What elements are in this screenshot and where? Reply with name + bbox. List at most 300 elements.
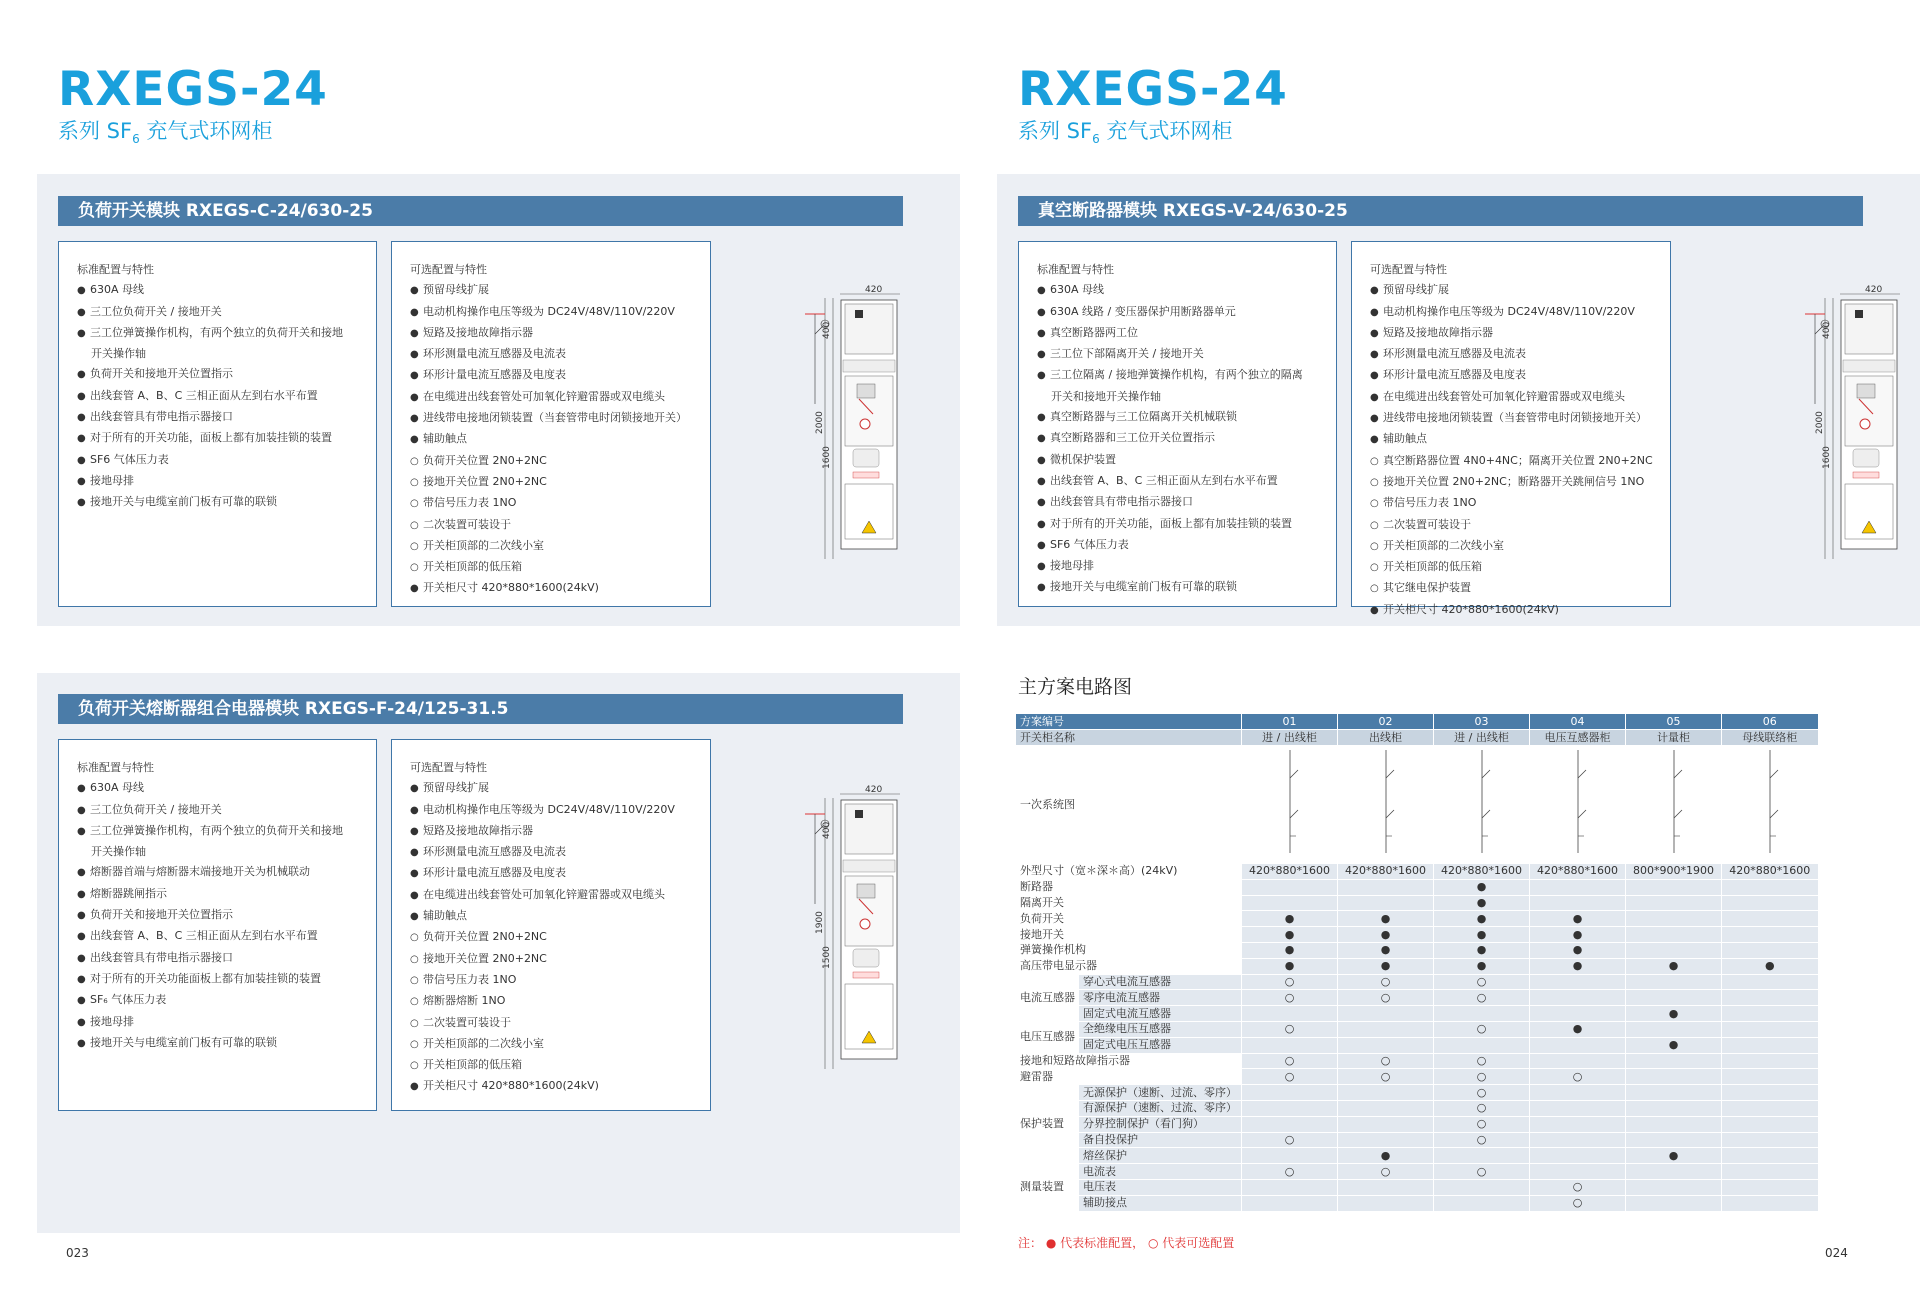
feature-text: 真空断路器位置 4N0+4NC；隔离开关位置 2N0+2NC [1383,453,1653,467]
feature-item [410,387,710,408]
bullet-mark: ● [1370,391,1379,403]
cabinet-drawing [745,784,915,1089]
matrix-cell [1722,879,1818,895]
feature-text: 在电缆进出线套管处可加氧化锌避雷器或双电缆头 [423,389,665,403]
matrix-cell: ○ [1338,1069,1434,1085]
matrix-cell [1722,1037,1818,1053]
matrix-cell: ○ [1434,1101,1530,1117]
matrix-cell [1722,1148,1818,1164]
feature-item [1370,344,1670,365]
bullet-mark: ● [77,285,86,297]
features-header: 标准配置与特性 [1037,263,1114,276]
matrix-cell: ● [1434,911,1530,927]
matrix-row [1016,879,1818,895]
row-label: 穿心式电流互感器 [1079,974,1242,990]
matrix-cell: ● [1338,1148,1434,1164]
feature-item [410,323,710,344]
feature-item [1037,344,1336,365]
matrix-row [1016,1148,1818,1164]
feature-text: 接地开关与电缆室前门板有可靠的联锁 [1050,580,1237,594]
matrix-cell: ● [1530,911,1626,927]
scheme-number: 05 [1626,714,1722,730]
matrix-cell [1626,1085,1722,1101]
matrix-cell: ● [1434,958,1530,974]
feature-text: 三工位负荷开关 / 接地开关 [90,802,222,816]
feature-item [410,451,710,472]
feature-item [1370,323,1670,344]
matrix-cell [1530,1101,1626,1117]
feature-item [77,386,376,407]
matrix-cell [1626,879,1722,895]
bullet-mark: ● [410,868,419,880]
diagram-label: 一次系统图 [1016,746,1242,864]
matrix-cell [1722,974,1818,990]
cabinet-drawing [1745,284,1915,579]
matrix-cell [1242,1195,1338,1211]
feature-text: 负荷开关位置 2N0+2NC [423,930,547,944]
bullet-mark: ○ [410,498,419,510]
circuit-diagram [1722,746,1818,864]
std-features-box [58,739,377,1111]
matrix-row [1016,1101,1818,1117]
feature-text: 630A 母线 [90,781,145,795]
feature-text: 开关柜顶部的低压箱 [423,1058,522,1072]
matrix-cell [1722,1101,1818,1117]
row-label: 熔丝保护 [1079,1148,1242,1164]
bullet-mark: ● [410,911,419,923]
bullet-mark: ● [1370,370,1379,382]
feature-item [1037,471,1336,492]
scheme-name: 进 / 出线柜 [1434,730,1530,746]
series-subtitle: 系列 $SF_6$ 充气式环网柜 [1018,119,1233,147]
feature-text: 接地开关位置 2N0+2NC [423,474,547,488]
matrix-cell: ● [1338,911,1434,927]
bullet-mark: ● [1037,349,1046,361]
matrix-cell: ○ [1338,990,1434,1006]
bullet-mark: ○ [410,932,419,944]
dim-width: 420 [865,285,883,295]
feature-item [1037,577,1336,598]
bullet-mark: ● [1037,433,1046,445]
feature-text: 三工位弹簧操作机构，有两个独立的负荷开关和接地 [90,325,343,339]
matrix-cell: ● [1434,927,1530,943]
bullet-mark: ● [77,454,86,466]
feature-text: 对于所有的开关功能，面板上都有加装挂锁的装置 [1050,516,1292,530]
scheme-number: 02 [1338,714,1434,730]
dim-mid: 1500 [822,946,832,969]
feature-text: 630A 母线 [1050,283,1105,297]
group-label: 保护装置 [1016,1085,1079,1164]
feature-item [77,778,376,799]
bullet-mark: ○ [410,1038,419,1050]
dim-mid: 1600 [822,446,832,469]
feature-item [410,515,710,536]
matrix-cell [1626,1101,1722,1117]
feature-text: 二次装置可装设于 [423,517,511,531]
feature-item [410,1013,710,1034]
feature-item [410,557,710,578]
matrix-cell: ○ [1530,1195,1626,1211]
matrix-cell [1626,990,1722,1006]
matrix-cell [1722,1085,1818,1101]
feature-item [77,471,376,492]
feature-text: 二次装置可装设于 [1383,517,1471,531]
matrix-cell [1434,1037,1530,1053]
dim-total: 2000 [815,411,825,434]
matrix-cell [1530,1148,1626,1164]
feature-item [1037,365,1336,386]
bullet-mark: ● [77,783,86,795]
matrix-cell [1338,1037,1434,1053]
matrix-cell [1626,1053,1722,1069]
feature-item [77,862,376,883]
bullet-mark: ○ [1370,562,1379,574]
module-title-bar: 真空断路器模块 RXEGS-V-24/630-25 [1018,196,1863,226]
size-value: 800*900*1900 [1626,864,1722,880]
dim-total: 2000 [1815,411,1825,434]
scheme-name: 出线柜 [1338,730,1434,746]
matrix-cell: ○ [1242,1132,1338,1148]
size-value: 420*880*1600 [1722,864,1818,880]
bullet-mark: ○ [1370,583,1379,595]
matrix-cell [1338,879,1434,895]
matrix-cell: ○ [1530,1069,1626,1085]
feature-text: 开关操作轴 [91,347,146,361]
matrix-cell: ○ [1242,1053,1338,1069]
feature-text: 环形测量电流互感器及电流表 [423,845,566,859]
feature-text: 预留母线扩展 [1383,283,1449,297]
feature-item [410,344,710,365]
feature-text: 带信号压力表 1NO [423,972,517,986]
feature-text: 三工位弹簧操作机构，有两个独立的负荷开关和接地 [90,823,343,837]
bullet-mark: ● [1370,306,1379,318]
bullet-mark: ● [1037,306,1046,318]
brand-left [58,62,328,152]
matrix-cell [1338,895,1434,911]
feature-item [1370,387,1670,408]
matrix-cell [1626,927,1722,943]
row-label: 全绝缘电压互感器 [1079,1022,1242,1038]
feature-item [1370,493,1670,514]
group-label: 电流互感器 [1016,974,1079,1021]
matrix-cell: ○ [1434,1053,1530,1069]
row-label: 有源保护（速断、过流、零序） [1079,1101,1242,1117]
matrix-cell [1722,1164,1818,1180]
bullet-mark: ● [410,327,419,339]
matrix-cell: ● [1338,958,1434,974]
feature-text: 接地母排 [90,1014,134,1028]
dim-top: 400 [822,321,832,339]
matrix-cell [1338,1085,1434,1101]
matrix-cell [1242,1101,1338,1117]
row-label: 固定式电压互感器 [1079,1037,1242,1053]
matrix-cell: ● [1530,927,1626,943]
feature-text: 负荷开关和接地开关位置指示 [90,367,233,381]
bullet-mark: ● [1370,285,1379,297]
scheme-name: 计量柜 [1626,730,1722,746]
group-label: 测量装置 [1016,1164,1079,1211]
scheme-number: 04 [1530,714,1626,730]
matrix-cell: ● [1626,1037,1722,1053]
feature-item [1037,450,1336,471]
matrix-cell: ● [1530,958,1626,974]
matrix-cell [1722,1022,1818,1038]
matrix-cell [1530,895,1626,911]
feature-text: 进线带电接地闭锁装置（当套管带电时闭锁接地开关） [423,411,687,425]
feature-item [410,493,710,514]
feature-item [410,842,710,863]
feature-text: 进线带电接地闭锁装置（当套管带电时闭锁接地开关） [1383,411,1647,425]
matrix-cell [1242,879,1338,895]
feature-item [77,1012,376,1033]
feature-text: 熔断器首端与熔断器末端接地开关为机械联动 [90,865,310,879]
feature-item [410,800,710,821]
feature-item [77,800,376,821]
single-line-icon [1558,748,1598,858]
matrix-cell [1530,879,1626,895]
feature-text: 开关柜顶部的低压箱 [1383,560,1482,574]
feature-text: 接地母排 [1050,559,1094,573]
matrix-row [1016,958,1818,974]
feature-text: 开关柜尺寸 420*880*1600(24kV) [1383,602,1559,616]
feature-text: 其它继电保护装置 [1383,581,1471,595]
bullet-mark: ○ [410,540,419,552]
matrix-row [1016,1164,1818,1180]
matrix-cell [1434,1006,1530,1022]
feature-text: 三工位隔离 / 接地弹簧操作机构，有两个独立的隔离 [1050,368,1303,382]
matrix-cell [1722,911,1818,927]
bullet-mark: ○ [410,455,419,467]
matrix-cell [1626,1180,1722,1196]
bullet-mark: ● [410,804,419,816]
bullet-mark: ● [77,825,86,837]
bullet-mark: ● [77,910,86,922]
size-value: 420*880*1600 [1530,864,1626,880]
cabinet-diagram [1745,284,1915,583]
matrix-row [1016,1053,1818,1069]
feature-text: 微机保护装置 [1050,452,1116,466]
bullet-mark: ● [1037,582,1046,594]
row-label: 固定式电流互感器 [1079,1006,1242,1022]
matrix-row [1016,1195,1818,1211]
cabinet-diagram [745,284,915,583]
row-label: 负荷开关 [1016,911,1242,927]
bullet-mark: ● [1037,327,1046,339]
feature-item [77,407,376,428]
bullet-mark: ○ [1370,519,1379,531]
feature-text: 开关柜顶部的二次线小室 [1383,538,1504,552]
matrix-row [1016,864,1818,880]
feature-text: 开关柜顶部的二次线小室 [423,1036,544,1050]
matrix-cell: ○ [1242,974,1338,990]
bullet-mark: ○ [410,974,419,986]
row-label: 断路器 [1016,879,1242,895]
feature-item [410,302,710,323]
matrix-cell: ● [1626,1148,1722,1164]
row-label: 避雷器 [1016,1069,1242,1085]
size-value: 420*880*1600 [1338,864,1434,880]
matrix-cell [1434,1180,1530,1196]
matrix-cell [1722,1195,1818,1211]
std-features-box [1018,241,1337,607]
matrix-cell: ● [1626,1006,1722,1022]
matrix-cell: ● [1338,943,1434,959]
feature-text: 负荷开关和接地开关位置指示 [90,908,233,922]
matrix-cell: ● [1434,943,1530,959]
bullet-mark: ● [77,804,86,816]
matrix-cell [1722,895,1818,911]
matrix-row [1016,990,1818,1006]
feature-item [1370,472,1670,493]
feature-item [1370,280,1670,301]
matrix-cell [1338,1116,1434,1132]
bullet-mark: ● [410,306,419,318]
feature-item [410,970,710,991]
feature-text: 真空断路器两工位 [1050,325,1138,339]
matrix-cell [1626,974,1722,990]
bullet-mark: ● [1037,539,1046,551]
features-header: 标准配置与特性 [77,761,154,774]
feature-text: 环形计量电流互感器及电度表 [423,866,566,880]
feature-item [77,884,376,905]
matrix-cell [1434,1195,1530,1211]
feature-item [1037,428,1336,449]
matrix-cell: ● [1434,879,1530,895]
dim-width: 420 [865,785,883,795]
feature-item [1370,365,1670,386]
feature-item [77,842,376,862]
feature-text: 短路及接地故障指示器 [1383,325,1493,339]
scheme-heading: 主方案电路图 [1018,676,1133,698]
dim-width: 420 [1865,285,1883,295]
bullet-mark: ○ [1370,476,1379,488]
matrix-cell [1242,1180,1338,1196]
feature-item [77,302,376,323]
matrix-cell: ○ [1242,990,1338,1006]
matrix-cell: ● [1242,943,1338,959]
bullet-mark: ● [1037,285,1046,297]
matrix-row [1016,1022,1818,1038]
feature-text: 对于所有的开关功能，面板上都有加装挂锁的装置 [90,431,332,445]
feature-item [77,1033,376,1054]
feature-text: 电动机构操作电压等级为 DC24V/48V/110V/220V [423,802,675,816]
bullet-mark: ● [410,285,419,297]
feature-text: 开关柜顶部的二次线小室 [423,538,544,552]
feature-text: 负荷开关位置 2N0+2NC [423,453,547,467]
matrix-cell [1722,1116,1818,1132]
matrix-cell [1626,911,1722,927]
scheme-name: 电压互感器柜 [1530,730,1626,746]
matrix-row [1016,943,1818,959]
col-header: 方案编号 [1016,714,1242,730]
feature-item [77,905,376,926]
matrix-cell [1722,927,1818,943]
module-title-bar: 负荷开关模块 RXEGS-C-24/630-25 [58,196,903,226]
bullet-mark: ● [77,888,86,900]
feature-text: 接地母排 [90,473,134,487]
feature-text: 开关和接地开关操作轴 [1051,389,1161,403]
matrix-cell [1242,1006,1338,1022]
circuit-diagram [1338,746,1434,864]
matrix-cell: ○ [1530,1180,1626,1196]
feature-item [410,408,710,429]
feature-item [1037,556,1336,577]
feature-item [410,578,710,599]
feature-item [77,821,376,842]
bullet-mark: ○ [410,519,419,531]
matrix-cell [1626,895,1722,911]
scheme-matrix [1016,714,1818,1212]
matrix-cell [1338,1132,1434,1148]
page-number: 024 [1825,1246,1848,1260]
matrix-cell [1722,1053,1818,1069]
row-label: 弹簧操作机构 [1016,943,1242,959]
row-label: 零序电流互感器 [1079,990,1242,1006]
bullet-mark: ● [410,847,419,859]
matrix-cell: ● [1530,1022,1626,1038]
dim-total: 1900 [815,911,825,934]
matrix-cell [1722,1180,1818,1196]
matrix-cell [1530,1037,1626,1053]
bullet-mark: ● [77,369,86,381]
matrix-row [1016,746,1818,864]
row-label: 辅助接点 [1079,1195,1242,1211]
matrix-cell [1626,1116,1722,1132]
feature-item [410,280,710,301]
single-line-icon [1462,748,1502,858]
matrix-row [1016,895,1818,911]
features-header: 可选配置与特性 [410,761,487,774]
matrix-cell [1530,1164,1626,1180]
matrix-cell [1530,974,1626,990]
feature-text: 辅助触点 [423,909,467,923]
bullet-mark: ● [77,995,86,1007]
circuit-diagram [1242,746,1338,864]
feature-item [410,821,710,842]
scheme-number: 01 [1242,714,1338,730]
matrix-cell: ○ [1434,1069,1530,1085]
matrix-row [1016,730,1818,746]
scheme-number: 06 [1722,714,1818,730]
matrix-cell: ● [1626,958,1722,974]
bullet-mark: ● [1037,454,1046,466]
feature-item [410,991,710,1012]
bullet-mark: ● [1370,434,1379,446]
series-subtitle: 系列 $SF_6$ 充气式环网柜 [58,119,273,147]
feature-item [77,428,376,449]
feature-item [77,280,376,301]
feature-text: 辅助触点 [423,432,467,446]
matrix-cell [1530,1006,1626,1022]
feature-text: 出线套管具有带电指示器接口 [90,950,233,964]
matrix-cell [1530,1085,1626,1101]
matrix-cell: ○ [1338,1053,1434,1069]
feature-item [410,472,710,493]
feature-item [1037,492,1336,513]
matrix-cell: ● [1722,958,1818,974]
bullet-mark: ● [77,497,86,509]
feature-text: 三工位下部隔离开关 / 接地开关 [1050,347,1204,361]
bullet-mark: ● [410,889,419,901]
feature-item [1370,408,1670,429]
matrix-row [1016,1116,1818,1132]
feature-item [1370,302,1670,323]
bullet-mark: ● [77,1037,86,1049]
row-label: 电流表 [1079,1164,1242,1180]
bullet-mark: ○ [1370,498,1379,510]
feature-item [410,1055,710,1076]
matrix-cell [1242,1148,1338,1164]
